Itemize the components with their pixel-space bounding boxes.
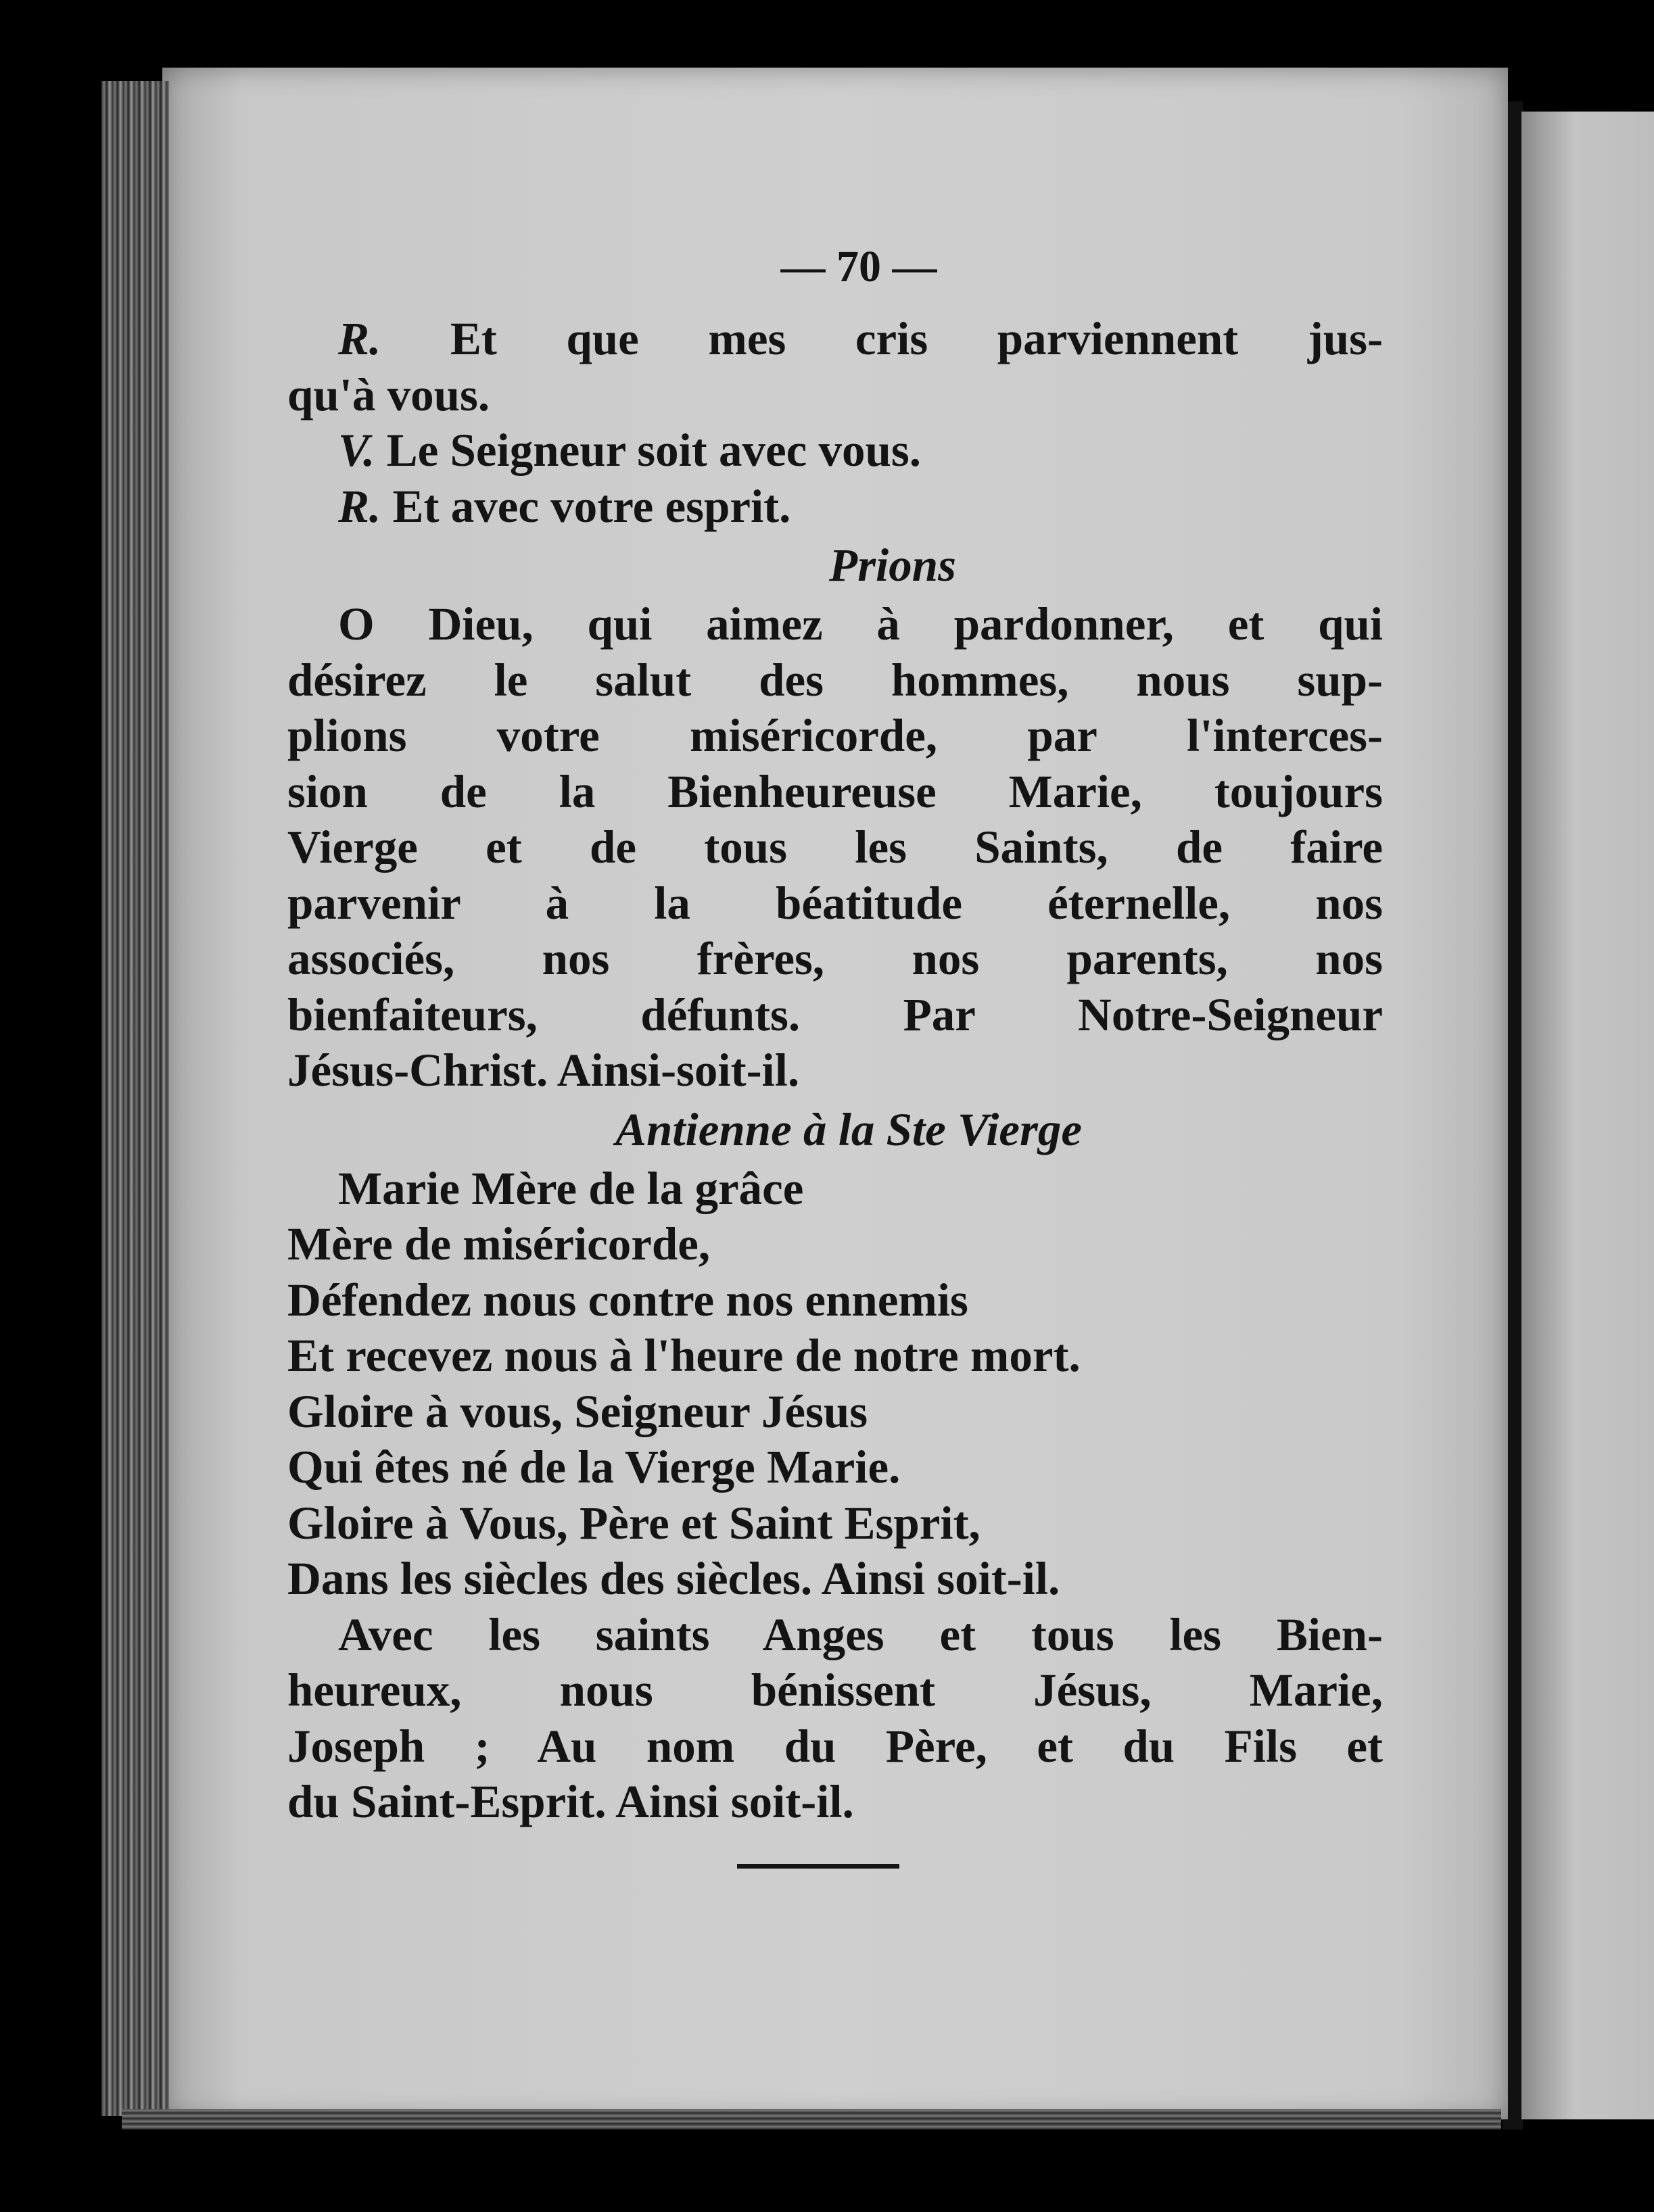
versicle-continuation: qu'à vous. (287, 368, 490, 420)
versicle-line (287, 423, 1383, 479)
antiphon-line: Marie Mère de la grâce (338, 1162, 804, 1214)
versicle-text: Et avec votre esprit. (392, 480, 791, 532)
prayer-line: sion de la Bienheureuse Marie, toujours (287, 765, 1383, 817)
antiphon-line: Mère de miséricorde, (287, 1218, 711, 1270)
versicle-marker: R. (338, 313, 381, 364)
closing-line: Joseph ; Au nom du Père, et du Fils et (287, 1720, 1383, 1772)
prayer-line: associés, nos frères, nos parents, nos (287, 933, 1383, 984)
prayer-line: Vierge et de tous les Saints, de faire (287, 821, 1383, 873)
versicle-text: Le Seigneur soit avec vous. (386, 425, 921, 476)
versicle-marker: R. (338, 480, 381, 532)
prayer-line: bienfaiteurs, défunts. Par Notre-Seigneur (287, 988, 1383, 1040)
prayer-line: parvenir à la béatitude éternelle, nos (287, 877, 1383, 929)
versicle-text: Et que mes cris parviennent jus- (450, 313, 1384, 364)
page-bottom-edge (122, 2109, 1501, 2130)
page-edges (101, 81, 169, 2116)
versicle-marker: V. (338, 425, 375, 476)
prayer-title: Prions (829, 539, 956, 591)
closing-line: heureux, nous bénissent Jésus, Marie, (287, 1664, 1383, 1716)
antiphon-line: Défendez nous contre nos ennemis (287, 1274, 968, 1326)
facing-page (1521, 112, 1654, 2119)
page-number: — 70 — (780, 242, 937, 291)
prayer-line: désirez le salut des hommes, nous sup- (287, 654, 1383, 706)
prayer-line: plions votre miséricorde, par l'interces- (287, 710, 1383, 761)
prayer-line: Jésus-Christ. Ainsi-soit-il. (287, 1044, 800, 1096)
antiphon-title: Antienne à la Ste Vierge (615, 1103, 1083, 1155)
antiphon-line: Gloire à vous, Seigneur Jésus (287, 1385, 868, 1437)
end-rule (737, 1864, 899, 1869)
versicle-line (287, 311, 1383, 367)
antiphon-line: Et recevez nous à l'heure de notre mort. (287, 1330, 1081, 1381)
versicle-line (287, 479, 1383, 535)
closing-line: du Saint-Esprit. Ainsi soit-il. (287, 1776, 854, 1827)
page-text (287, 230, 1383, 1869)
antiphon-line: Qui êtes né de la Vierge Marie. (287, 1441, 901, 1493)
antiphon-line: Gloire à Vous, Père et Saint Esprit, (287, 1497, 980, 1549)
closing-line: Avec les saints Anges et tous les Bien- (338, 1608, 1383, 1660)
prayer-line: O Dieu, qui aimez à pardonner, et qui (338, 598, 1383, 650)
antiphon-line: Dans les siècles des siècles. Ainsi soit-il. (287, 1553, 1060, 1604)
